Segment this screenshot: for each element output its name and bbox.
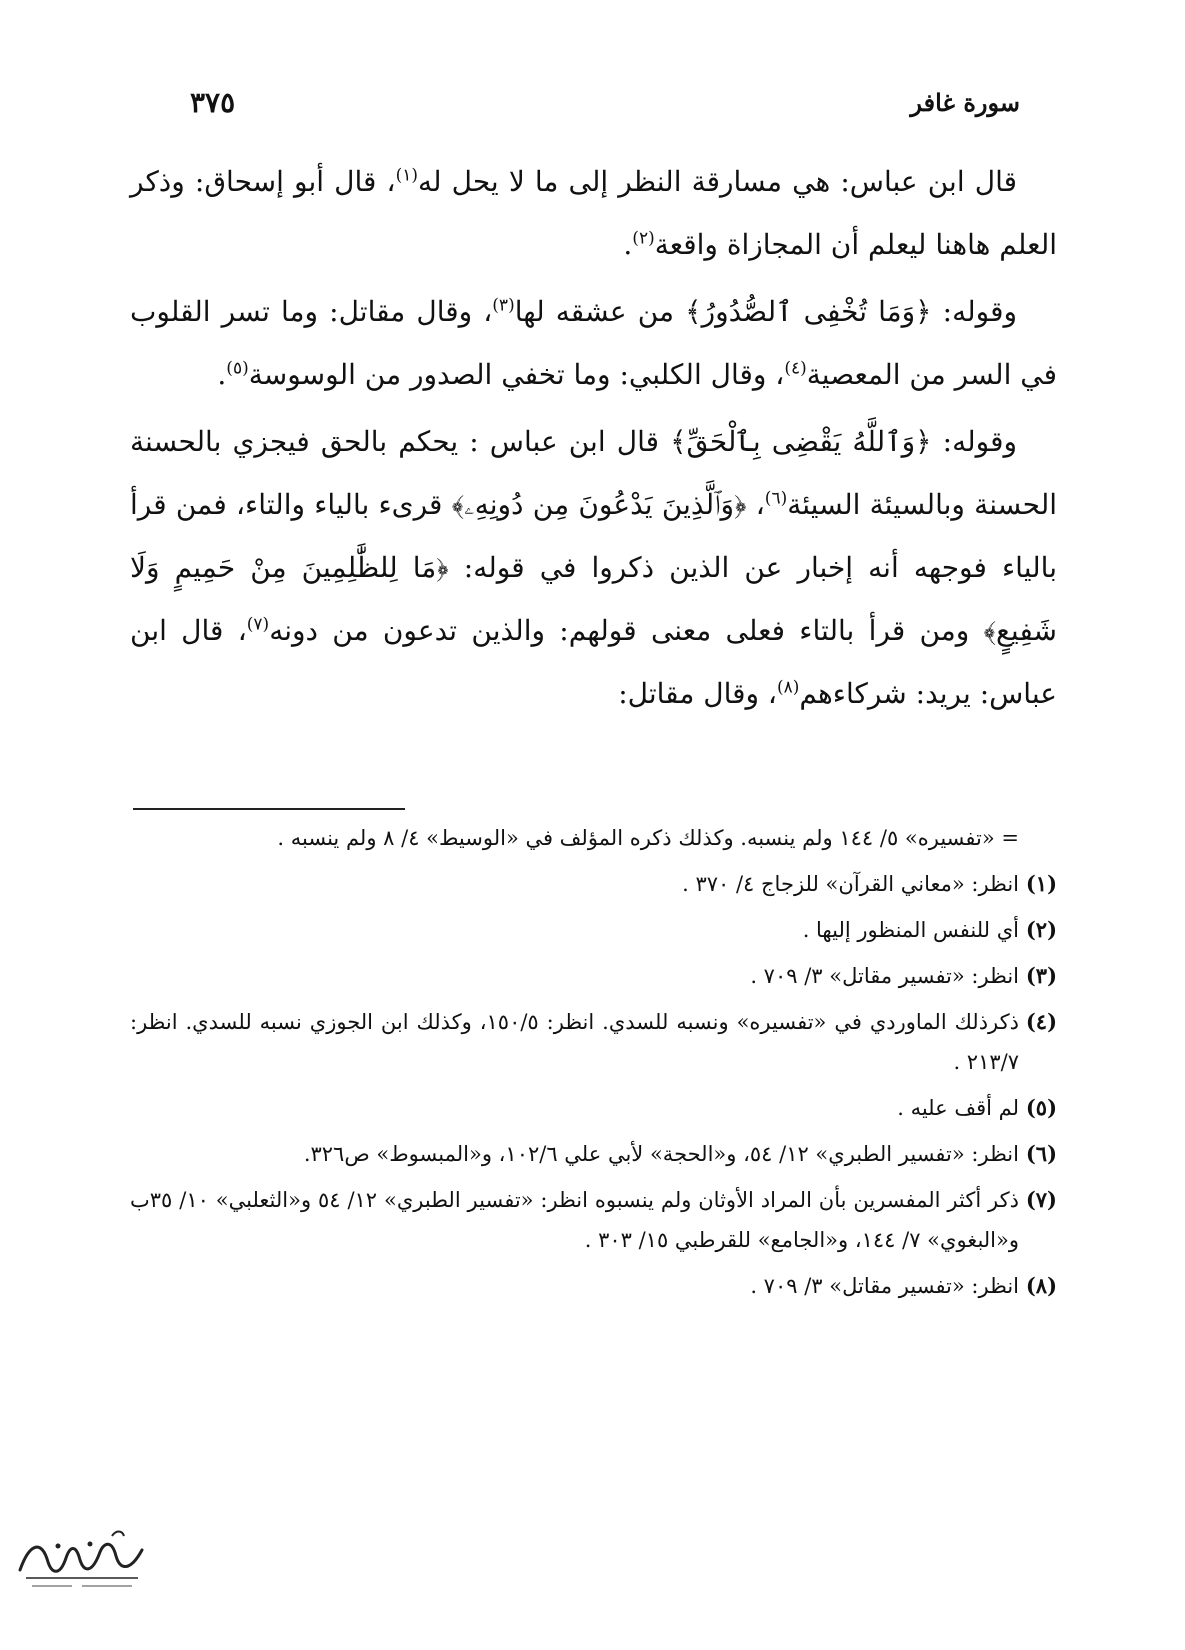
text-run: ، قال ابن عباس: يريد: شركاءهم bbox=[130, 614, 1057, 710]
footnote-text: انظر: «معاني القرآن» للزجاج ٤/ ٣٧٠ . bbox=[682, 872, 1019, 896]
quran-verse: ﴿وَٱلَّذِينَ يَدْعُونَ مِن دُونِهِۦ﴾ bbox=[451, 488, 747, 521]
footnote-number: (٣) bbox=[1025, 963, 1057, 988]
text-run: ، bbox=[746, 488, 765, 521]
footnote-number: (٥) bbox=[1025, 1095, 1057, 1120]
text-run: ، قال أبو إسحاق: وذكر العلم هاهنا ليعلم أن المجازاة واقعة bbox=[130, 165, 1057, 261]
text-run: وقوله: bbox=[931, 295, 1017, 328]
footnote-2 bbox=[130, 910, 1057, 950]
footnote-number: (٨) bbox=[1025, 1273, 1057, 1298]
footnote-ref-3: (٣) bbox=[492, 295, 515, 316]
quran-verse: ﴿وَٱللَّهُ يَقْضِى بِٱلْحَقِّ﴾ bbox=[670, 425, 932, 458]
main-text bbox=[130, 150, 1057, 725]
paragraph-3 bbox=[130, 410, 1057, 725]
footnote-number: (١) bbox=[1025, 871, 1057, 896]
footnote-3 bbox=[130, 956, 1057, 996]
text-run: وقوله: bbox=[931, 425, 1018, 458]
footnote-text: أي للنفس المنظور إليها . bbox=[802, 918, 1019, 942]
footnote-6 bbox=[130, 1134, 1057, 1174]
footnote-5 bbox=[130, 1088, 1057, 1128]
footnote-ref-2: (٢) bbox=[632, 228, 655, 249]
footnotes bbox=[130, 818, 1057, 1312]
footnote-number: (٦) bbox=[1025, 1141, 1057, 1166]
quran-verse: ﴿مَا لِلظَّٰلِمِينَ مِنْ حَمِيمٍ وَلَا شَفِيعٍ﴾ bbox=[130, 551, 1058, 647]
page-number: ٣٧٥ bbox=[190, 85, 236, 119]
footnote-1 bbox=[130, 864, 1057, 904]
footnote-text: انظر: «تفسير مقاتل» ٣/ ٧٠٩ . bbox=[750, 964, 1019, 988]
footnote-ref-5: (٥) bbox=[226, 358, 249, 379]
text-run: من عشقه لها bbox=[514, 295, 686, 328]
publisher-stamp-logo bbox=[12, 1522, 152, 1592]
footnote-number: (٤) bbox=[1025, 1009, 1057, 1034]
text-run: قال ابن عباس : يحكم بالحق فيجزي بالحسنة الحسنة وبالسيئة السيئة bbox=[130, 425, 1058, 521]
paragraph-2 bbox=[130, 280, 1057, 406]
footnote-ref-7: (٧) bbox=[246, 614, 270, 635]
text-run: قرىء بالياء والتاء، فمن قرأ بالياء فوجهه أنه إخبار عن الذين ذكروا في قوله: bbox=[130, 488, 1057, 584]
footnote-ref-8: (٨) bbox=[776, 677, 800, 698]
quran-verse: ﴿وَمَا تُخْفِى ٱلصُّدُورُ﴾ bbox=[685, 295, 932, 328]
footnote-8 bbox=[130, 1266, 1057, 1306]
footnote-ref-4: (٤) bbox=[784, 358, 807, 379]
footnote-ref-1: (١) bbox=[395, 165, 418, 186]
text-run: . bbox=[217, 358, 227, 391]
paragraph-1 bbox=[130, 150, 1057, 276]
footnote-ref-6: (٦) bbox=[764, 488, 788, 509]
text-run: ، وقال مقاتل: وما تسر القلوب في السر من المعصية bbox=[130, 295, 1057, 391]
page-header bbox=[190, 82, 1020, 122]
text-run: . bbox=[623, 228, 633, 261]
footnote-text: انظر: «تفسير مقاتل» ٣/ ٧٠٩ . bbox=[750, 1274, 1019, 1298]
footnote-4 bbox=[130, 1002, 1057, 1082]
footnote-number: (٢) bbox=[1025, 917, 1057, 942]
text-run: ، وقال الكلبي: وما تخفي الصدور من الوسوسة bbox=[248, 358, 785, 391]
text-run: ، وقال مقاتل: bbox=[618, 677, 777, 710]
text-run: قال ابن عباس: هي مسارقة النظر إلى ما لا يحل له bbox=[417, 165, 1018, 198]
footnote-number: (٧) bbox=[1025, 1187, 1057, 1212]
footnote-text: ذكر أكثر المفسرين بأن المراد الأوثان ولم ينسبوه انظر: «تفسير الطبري» ١٢/ ٥٤ و«الثعلبي» ١٠/ ٣٥ب و«البغوي» ٧/ ١٤٤، و«الجامع» للقرطبي ١٥/ ٣٠٣ . bbox=[130, 1188, 1019, 1252]
footnote-text: لم أقف عليه . bbox=[897, 1096, 1019, 1120]
surah-title: سورة غافر bbox=[910, 87, 1020, 117]
footnote-7 bbox=[130, 1180, 1057, 1260]
footnote-separator bbox=[133, 808, 405, 810]
footnote-continuation: = «تفسيره» ٥/ ١٤٤ ولم ينسبه. وكذلك ذكره المؤلف في «الوسيط» ٤/ ٨ ولم ينسبه . bbox=[277, 826, 1019, 850]
footnote-text: انظر: «تفسير الطبري» ١٢/ ٥٤، و«الحجة» لأبي علي ١٠٢/٦، و«المبسوط» ص٣٢٦. bbox=[303, 1142, 1019, 1166]
text-run: ومن قرأ بالتاء فعلى معنى قولهم: والذين تدعون من دونه bbox=[269, 614, 984, 647]
footnote-text: ذكرذلك الماوردي في «تفسيره» ونسبه للسدي. انظر: ١٥٠/٥، وكذلك ابن الجوزي نسبه للسدي. انظر: ٢١٣/٧ . bbox=[130, 1010, 1019, 1074]
